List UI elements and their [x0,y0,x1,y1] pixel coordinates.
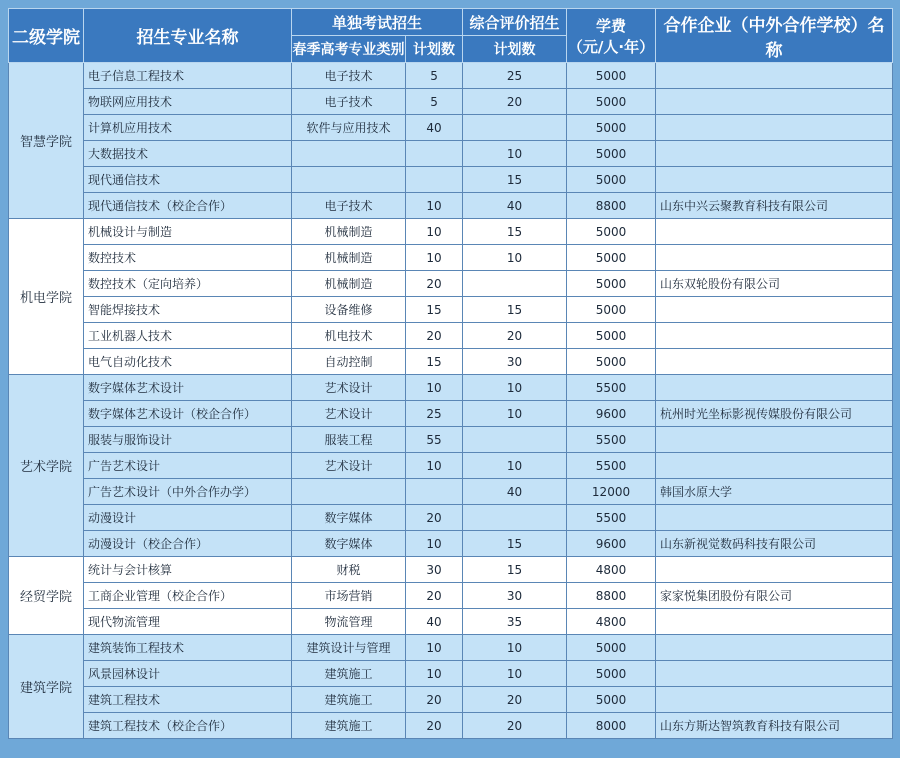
fee-cell: 5000 [567,115,656,141]
college-cell: 智慧学院 [9,63,84,219]
major-cell: 电子信息工程技术 [84,63,292,89]
major-cell: 建筑装饰工程技术 [84,635,292,661]
major-cell: 动漫设计 [84,505,292,531]
category-cell: 软件与应用技术 [292,115,406,141]
partner-cell [656,635,893,661]
plan-comprehensive-cell: 10 [463,141,567,167]
plan-single-cell: 20 [406,713,463,739]
partner-cell [656,557,893,583]
partner-cell [656,167,893,193]
major-cell: 现代通信技术（校企合作） [84,193,292,219]
partner-cell [656,609,893,635]
plan-single-cell: 15 [406,349,463,375]
plan-comprehensive-cell: 10 [463,245,567,271]
major-cell: 数字媒体艺术设计 [84,375,292,401]
header-major: 招生专业名称 [84,9,292,63]
plan-single-cell [406,167,463,193]
fee-cell: 5000 [567,297,656,323]
major-cell: 建筑工程技术（校企合作） [84,713,292,739]
header-comprehensive: 综合评价招生 [463,9,567,36]
plan-single-cell: 15 [406,297,463,323]
plan-single-cell: 10 [406,635,463,661]
major-cell: 工商企业管理（校企合作） [84,583,292,609]
fee-cell: 4800 [567,609,656,635]
category-cell: 物流管理 [292,609,406,635]
partner-cell [656,89,893,115]
major-cell: 智能焊接技术 [84,297,292,323]
fee-cell: 5000 [567,687,656,713]
major-cell: 动漫设计（校企合作） [84,531,292,557]
category-cell: 机械制造 [292,219,406,245]
table-row [9,453,893,479]
fee-cell: 5000 [567,271,656,297]
category-cell: 艺术设计 [292,453,406,479]
plan-single-cell: 20 [406,323,463,349]
table-row [9,349,893,375]
plan-comprehensive-cell [463,505,567,531]
partner-cell [656,63,893,89]
table-row [9,557,893,583]
plan-single-cell: 55 [406,427,463,453]
category-cell: 建筑施工 [292,687,406,713]
partner-cell: 杭州时光坐标影视传媒股份有限公司 [656,401,893,427]
fee-cell: 5000 [567,661,656,687]
plan-comprehensive-cell [463,115,567,141]
plan-comprehensive-cell: 15 [463,557,567,583]
major-cell: 大数据技术 [84,141,292,167]
college-cell: 建筑学院 [9,635,84,739]
plan-comprehensive-cell: 25 [463,63,567,89]
fee-cell: 8800 [567,583,656,609]
category-cell: 电子技术 [292,63,406,89]
fee-cell: 8800 [567,193,656,219]
table-row [9,583,893,609]
category-cell: 数字媒体 [292,531,406,557]
plan-single-cell: 10 [406,375,463,401]
table-row [9,297,893,323]
table-row [9,167,893,193]
fee-cell: 5500 [567,505,656,531]
plan-comprehensive-cell: 40 [463,479,567,505]
plan-comprehensive-cell: 20 [463,687,567,713]
category-cell [292,479,406,505]
table-row [9,141,893,167]
partner-cell [656,245,893,271]
fee-cell: 5000 [567,349,656,375]
fee-cell: 4800 [567,557,656,583]
plan-comprehensive-cell: 30 [463,349,567,375]
header-category: 春季高考专业类别 [292,36,406,63]
plan-comprehensive-cell: 10 [463,661,567,687]
category-cell: 电子技术 [292,89,406,115]
college-cell: 机电学院 [9,219,84,375]
major-cell: 广告艺术设计（中外合作办学） [84,479,292,505]
category-cell: 设备维修 [292,297,406,323]
header-college: 二级学院 [9,9,84,63]
table-row [9,323,893,349]
table-row [9,219,893,245]
category-cell: 艺术设计 [292,375,406,401]
partner-cell [656,297,893,323]
header-plan-single: 计划数 [406,36,463,63]
category-cell: 建筑施工 [292,661,406,687]
major-cell: 统计与会计核算 [84,557,292,583]
plan-single-cell [406,479,463,505]
category-cell: 电子技术 [292,193,406,219]
fee-cell: 9600 [567,401,656,427]
category-cell: 艺术设计 [292,401,406,427]
major-cell: 物联网应用技术 [84,89,292,115]
plan-comprehensive-cell: 20 [463,713,567,739]
table-row [9,89,893,115]
plan-single-cell: 40 [406,609,463,635]
major-cell: 广告艺术设计 [84,453,292,479]
partner-cell [656,661,893,687]
table-row [9,245,893,271]
fee-cell: 5000 [567,167,656,193]
plan-comprehensive-cell: 10 [463,453,567,479]
partner-cell [656,375,893,401]
plan-comprehensive-cell: 15 [463,531,567,557]
fee-cell: 5000 [567,219,656,245]
plan-comprehensive-cell: 20 [463,89,567,115]
table-header [9,9,893,63]
major-cell: 现代物流管理 [84,609,292,635]
major-cell: 计算机应用技术 [84,115,292,141]
category-cell: 市场营销 [292,583,406,609]
fee-cell: 5000 [567,323,656,349]
category-cell: 数字媒体 [292,505,406,531]
partner-cell [656,115,893,141]
plan-single-cell: 10 [406,245,463,271]
plan-single-cell: 40 [406,115,463,141]
plan-single-cell: 20 [406,505,463,531]
major-cell: 服装与服饰设计 [84,427,292,453]
college-cell: 经贸学院 [9,557,84,635]
category-cell: 自动控制 [292,349,406,375]
partner-cell: 家家悦集团股份有限公司 [656,583,893,609]
plan-comprehensive-cell: 35 [463,609,567,635]
table-row [9,63,893,89]
partner-cell: 韩国水原大学 [656,479,893,505]
fee-cell: 5000 [567,141,656,167]
partner-cell: 山东新视觉数码科技有限公司 [656,531,893,557]
plan-comprehensive-cell: 15 [463,219,567,245]
plan-single-cell: 10 [406,219,463,245]
fee-cell: 5500 [567,427,656,453]
category-cell: 服装工程 [292,427,406,453]
enrollment-table [8,8,893,739]
college-cell: 艺术学院 [9,375,84,557]
table-row [9,193,893,219]
fee-cell: 5000 [567,245,656,271]
fee-cell: 9600 [567,531,656,557]
plan-comprehensive-cell: 10 [463,375,567,401]
plan-single-cell: 5 [406,89,463,115]
fee-cell: 5500 [567,375,656,401]
plan-single-cell: 30 [406,557,463,583]
header-fee-line1: 学费 [596,16,627,35]
partner-cell [656,453,893,479]
major-cell: 建筑工程技术 [84,687,292,713]
plan-single-cell: 20 [406,271,463,297]
plan-single-cell: 10 [406,453,463,479]
plan-single-cell: 5 [406,63,463,89]
table-row [9,531,893,557]
fee-cell: 5500 [567,453,656,479]
plan-single-cell: 10 [406,193,463,219]
table-row [9,635,893,661]
table-row [9,401,893,427]
table-row [9,687,893,713]
major-cell: 现代通信技术 [84,167,292,193]
major-cell: 机械设计与制造 [84,219,292,245]
category-cell: 财税 [292,557,406,583]
plan-comprehensive-cell [463,271,567,297]
partner-cell [656,323,893,349]
fee-cell: 5000 [567,635,656,661]
partner-cell: 山东方斯达智筑教育科技有限公司 [656,713,893,739]
partner-cell [656,427,893,453]
plan-single-cell [406,141,463,167]
category-cell [292,167,406,193]
fee-cell: 5000 [567,89,656,115]
major-cell: 工业机器人技术 [84,323,292,349]
category-cell: 建筑施工 [292,713,406,739]
plan-comprehensive-cell [463,427,567,453]
fee-cell: 8000 [567,713,656,739]
header-fee-line2: （元/人·年） [567,37,655,56]
plan-comprehensive-cell: 15 [463,167,567,193]
category-cell: 建筑设计与管理 [292,635,406,661]
partner-cell [656,349,893,375]
table-row [9,427,893,453]
table-row [9,479,893,505]
plan-comprehensive-cell: 20 [463,323,567,349]
plan-single-cell: 10 [406,661,463,687]
partner-cell [656,141,893,167]
major-cell: 数控技术 [84,245,292,271]
table-body [9,63,893,739]
partner-cell: 山东中兴云聚教育科技有限公司 [656,193,893,219]
plan-comprehensive-cell: 30 [463,583,567,609]
partner-cell [656,505,893,531]
header-fee [567,9,656,63]
plan-single-cell: 20 [406,583,463,609]
header-partner: 合作企业（中外合作学校）名称 [656,9,893,63]
category-cell: 机械制造 [292,271,406,297]
table-row [9,375,893,401]
major-cell: 风景园林设计 [84,661,292,687]
plan-single-cell: 20 [406,687,463,713]
table-row [9,505,893,531]
plan-single-cell: 10 [406,531,463,557]
partner-cell [656,687,893,713]
fee-cell: 12000 [567,479,656,505]
plan-single-cell: 25 [406,401,463,427]
plan-comprehensive-cell: 40 [463,193,567,219]
plan-comprehensive-cell: 10 [463,401,567,427]
table-row [9,713,893,739]
partner-cell: 山东双轮股份有限公司 [656,271,893,297]
table-row [9,661,893,687]
fee-cell: 5000 [567,63,656,89]
category-cell [292,141,406,167]
table-row [9,271,893,297]
table-row [9,609,893,635]
enrollment-table-wrap [8,8,892,739]
plan-comprehensive-cell: 10 [463,635,567,661]
table-row [9,115,893,141]
header-plan-comprehensive: 计划数 [463,36,567,63]
plan-comprehensive-cell: 15 [463,297,567,323]
major-cell: 数字媒体艺术设计（校企合作） [84,401,292,427]
partner-cell [656,219,893,245]
header-single-exam: 单独考试招生 [292,9,463,36]
major-cell: 电气自动化技术 [84,349,292,375]
category-cell: 机电技术 [292,323,406,349]
category-cell: 机械制造 [292,245,406,271]
major-cell: 数控技术（定向培养） [84,271,292,297]
